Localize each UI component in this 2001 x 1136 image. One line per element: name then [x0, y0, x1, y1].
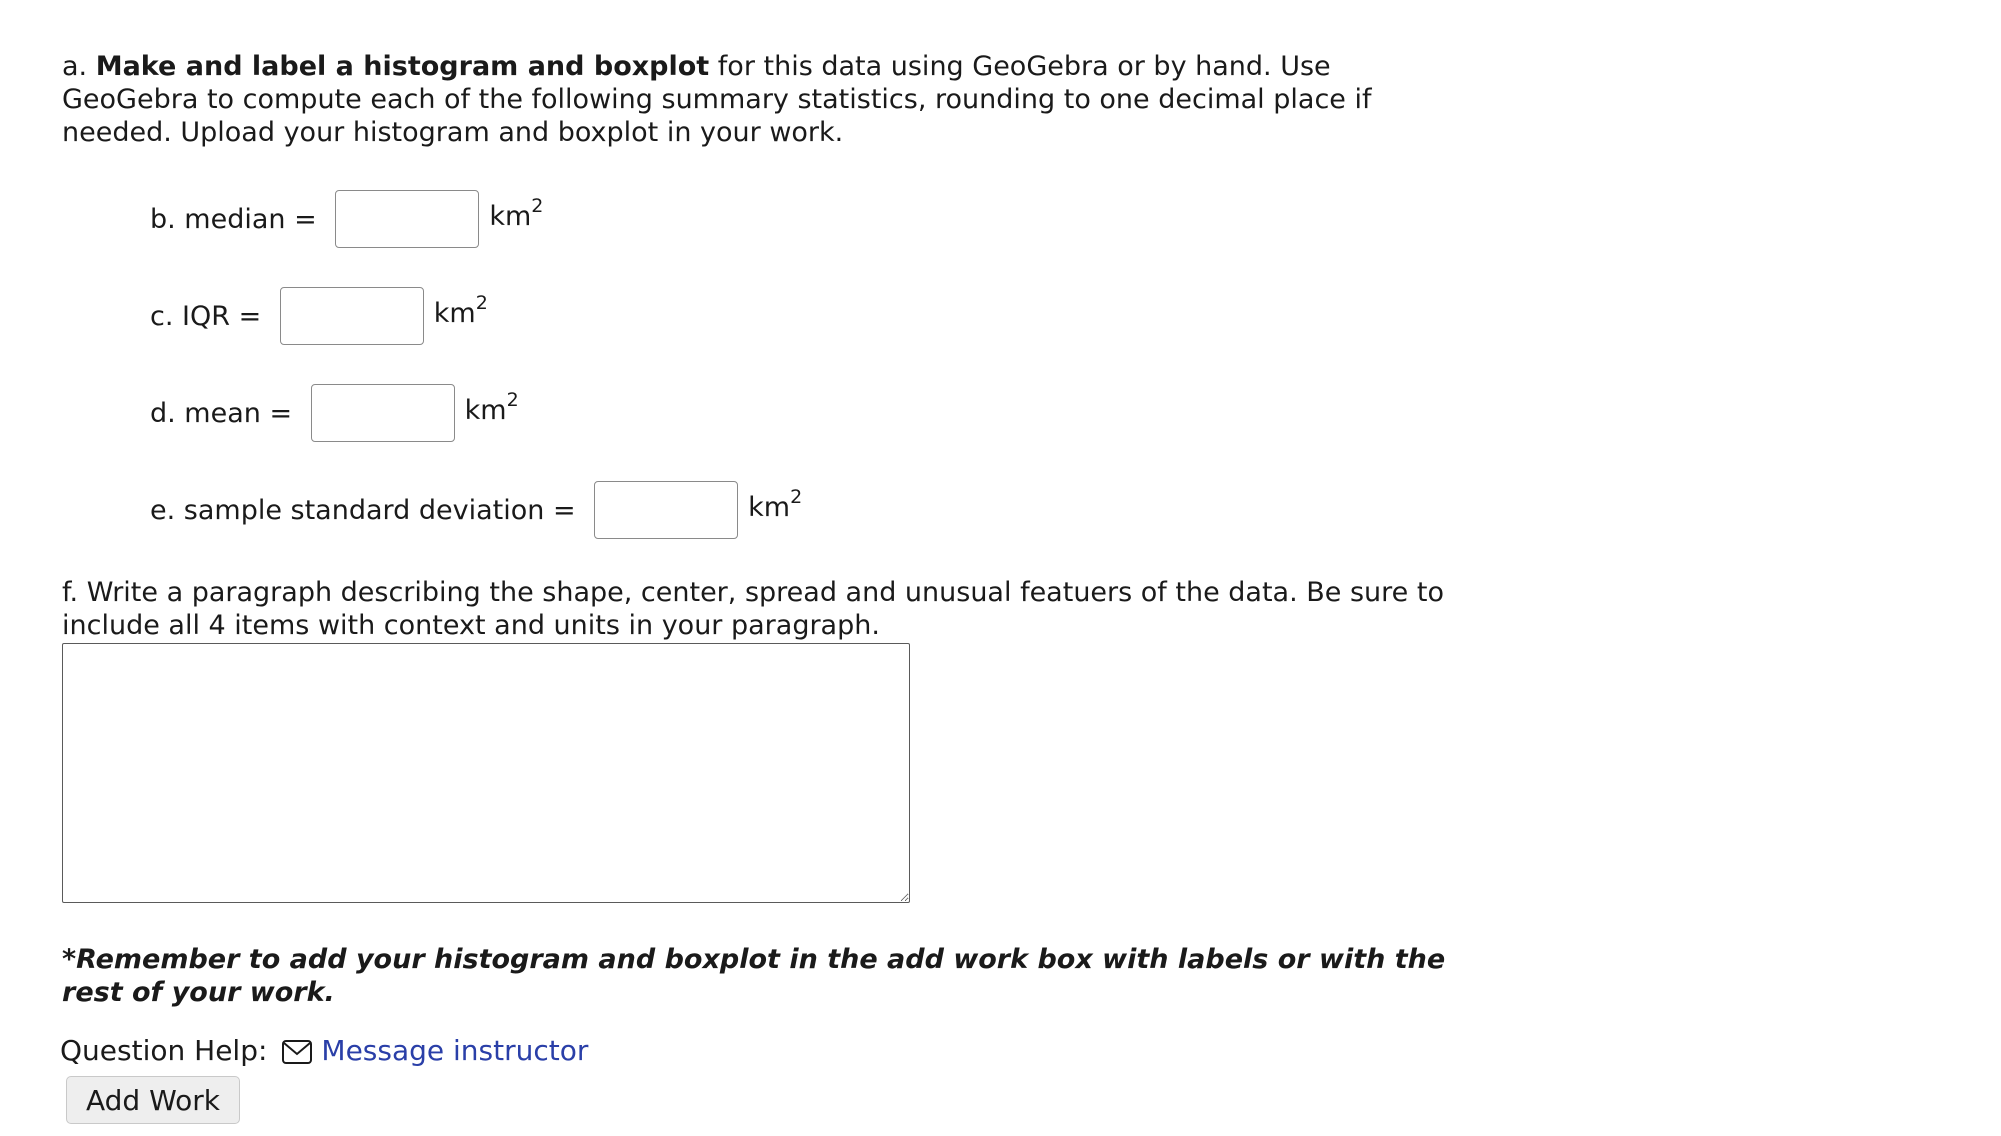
part-a-instruction: for this data using GeoGebra or by hand. Use GeoGebra to compute each of the following summary statistics, rounding to one decimal place if needed. Upload your histogram and boxplot in your work.: [62, 51, 1372, 148]
median-label: b. median =: [150, 203, 326, 235]
paragraph-prompt: f. Write a paragraph describing the shape, center, spread and unusual featuers of the data. Be sure to include all 4 items with context and units in your paragraph.: [62, 577, 1444, 641]
sd-row: [150, 481, 802, 539]
mean-row: [150, 384, 519, 442]
sd-label: e. sample standard deviation =: [150, 494, 585, 526]
message-instructor-link[interactable]: Message instructor: [321, 1034, 589, 1067]
question-part-a: [62, 50, 1462, 149]
envelope-icon[interactable]: [281, 1039, 313, 1065]
median-unit: $km^2$: [489, 195, 544, 232]
question-help-label: Question Help:: [60, 1034, 268, 1067]
iqr-unit: $km^2$: [433, 292, 488, 329]
median-row: [150, 190, 543, 248]
median-input[interactable]: [335, 190, 479, 248]
mean-input[interactable]: [311, 384, 455, 442]
mean-unit: $km^2$: [464, 389, 519, 426]
mean-label: d. mean =: [150, 397, 301, 429]
reminder-note: *Remember to add your histogram and boxplot in the add work box with labels or with the rest of your work.: [62, 944, 1446, 1008]
iqr-label: c. IQR =: [150, 300, 270, 332]
iqr-input[interactable]: [280, 287, 424, 345]
part-a-prefix: a.: [62, 51, 96, 82]
sd-input[interactable]: [594, 481, 738, 539]
iqr-row: [150, 287, 488, 345]
paragraph-textarea[interactable]: [62, 643, 910, 903]
part-a-bold-instruction: Make and label a histogram and boxplot: [95, 51, 710, 82]
question-help: [60, 1034, 588, 1067]
sd-unit: $km^2$: [748, 486, 803, 523]
add-work-button[interactable]: Add Work: [66, 1076, 240, 1124]
